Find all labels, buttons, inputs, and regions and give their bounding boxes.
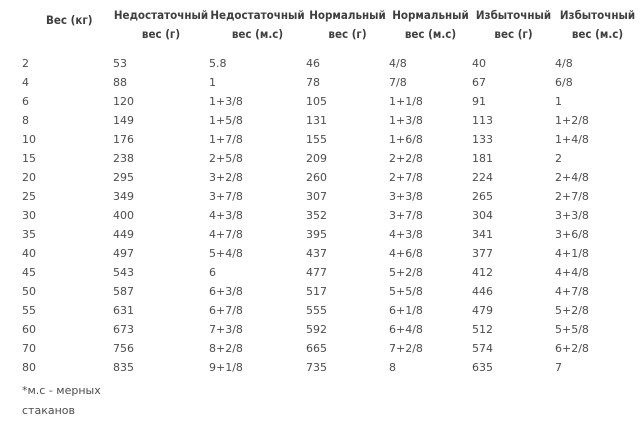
cell-overweight-grams: 512 bbox=[472, 323, 493, 336]
cell-underweight-cups: 6+3/8 bbox=[209, 285, 243, 298]
table-row bbox=[22, 73, 640, 92]
table-row bbox=[22, 339, 640, 358]
cell-overweight-cups: 4+7/8 bbox=[555, 285, 589, 298]
cell-normal-grams: 665 bbox=[306, 342, 327, 355]
cell-overweight-grams: 40 bbox=[472, 57, 486, 70]
cell-overweight-grams: 412 bbox=[472, 266, 493, 279]
cell-weight-kg: 30 bbox=[22, 209, 36, 222]
cell-overweight-grams: 133 bbox=[472, 133, 493, 146]
cell-weight-kg: 10 bbox=[22, 133, 36, 146]
table-header bbox=[22, 6, 640, 54]
cell-underweight-cups: 5.8 bbox=[209, 57, 227, 70]
cell-underweight-grams: 349 bbox=[113, 190, 134, 203]
cell-underweight-grams: 120 bbox=[113, 95, 134, 108]
cell-weight-kg: 80 bbox=[22, 361, 36, 374]
table-row bbox=[22, 92, 640, 111]
cell-normal-grams: 155 bbox=[306, 133, 327, 146]
table-row bbox=[22, 358, 640, 377]
cell-normal-grams: 46 bbox=[306, 57, 320, 70]
cell-weight-kg: 25 bbox=[22, 190, 36, 203]
cell-underweight-grams: 449 bbox=[113, 228, 134, 241]
cell-normal-cups: 7+2/8 bbox=[389, 342, 423, 355]
table-row bbox=[22, 225, 640, 244]
cell-normal-grams: 260 bbox=[306, 171, 327, 184]
cell-weight-kg: 6 bbox=[22, 95, 29, 108]
cell-overweight-grams: 479 bbox=[472, 304, 493, 317]
cell-overweight-grams: 635 bbox=[472, 361, 493, 374]
cell-underweight-cups: 4+3/8 bbox=[209, 209, 243, 222]
cell-overweight-grams: 224 bbox=[472, 171, 493, 184]
cell-underweight-grams: 88 bbox=[113, 76, 127, 89]
cell-normal-cups: 3+3/8 bbox=[389, 190, 423, 203]
cell-underweight-grams: 400 bbox=[113, 209, 134, 222]
cell-underweight-cups: 1 bbox=[209, 76, 216, 89]
cell-underweight-cups: 8+2/8 bbox=[209, 342, 243, 355]
cell-normal-grams: 395 bbox=[306, 228, 327, 241]
cell-underweight-grams: 238 bbox=[113, 152, 134, 165]
table-row bbox=[22, 168, 640, 187]
cell-normal-grams: 517 bbox=[306, 285, 327, 298]
cell-underweight-grams: 835 bbox=[113, 361, 134, 374]
cell-overweight-cups: 3+6/8 bbox=[555, 228, 589, 241]
cell-overweight-grams: 341 bbox=[472, 228, 493, 241]
table-row bbox=[22, 263, 640, 282]
cell-weight-kg: 70 bbox=[22, 342, 36, 355]
header-underweight-grams: Недостаточный вес (г) bbox=[113, 8, 209, 41]
cell-underweight-cups: 2+5/8 bbox=[209, 152, 243, 165]
cell-weight-kg: 40 bbox=[22, 247, 36, 260]
cell-underweight-cups: 5+4/8 bbox=[209, 247, 243, 260]
cell-normal-cups: 2+7/8 bbox=[389, 171, 423, 184]
cell-overweight-cups: 7 bbox=[555, 361, 562, 374]
cell-weight-kg: 60 bbox=[22, 323, 36, 336]
header-underweight-cups: Недостаточный вес (м.с) bbox=[210, 8, 305, 41]
cell-overweight-grams: 113 bbox=[472, 114, 493, 127]
table-row bbox=[22, 206, 640, 225]
cell-normal-cups: 7/8 bbox=[389, 76, 407, 89]
cell-normal-cups: 5+2/8 bbox=[389, 266, 423, 279]
cell-overweight-grams: 446 bbox=[472, 285, 493, 298]
cell-underweight-grams: 149 bbox=[113, 114, 134, 127]
footnote: *м.с - мерных стаканов bbox=[22, 384, 101, 417]
header-overweight-cups: Избыточный вес (м.с) bbox=[559, 8, 636, 41]
cell-normal-grams: 131 bbox=[306, 114, 327, 127]
cell-weight-kg: 4 bbox=[22, 76, 29, 89]
cell-underweight-grams: 631 bbox=[113, 304, 134, 317]
cell-overweight-cups: 6+2/8 bbox=[555, 342, 589, 355]
table-row bbox=[22, 111, 640, 130]
header-weight-kg: Вес (кг) bbox=[46, 13, 93, 27]
cell-normal-grams: 555 bbox=[306, 304, 327, 317]
cell-normal-cups: 4/8 bbox=[389, 57, 407, 70]
cell-overweight-cups: 1+4/8 bbox=[555, 133, 589, 146]
cell-underweight-cups: 1+5/8 bbox=[209, 114, 243, 127]
cell-normal-grams: 592 bbox=[306, 323, 327, 336]
cell-overweight-cups: 1 bbox=[555, 95, 562, 108]
cell-underweight-grams: 543 bbox=[113, 266, 134, 279]
feeding-table bbox=[22, 6, 640, 377]
cell-weight-kg: 8 bbox=[22, 114, 29, 127]
cell-normal-cups: 3+7/8 bbox=[389, 209, 423, 222]
cell-weight-kg: 45 bbox=[22, 266, 36, 279]
cell-normal-grams: 437 bbox=[306, 247, 327, 260]
header-normal-grams: Нормальный вес (г) bbox=[309, 8, 386, 41]
cell-normal-cups: 4+6/8 bbox=[389, 247, 423, 260]
cell-underweight-grams: 756 bbox=[113, 342, 134, 355]
table-row bbox=[22, 282, 640, 301]
header-normal-cups: Нормальный вес (м.с) bbox=[392, 8, 469, 41]
cell-overweight-grams: 574 bbox=[472, 342, 493, 355]
cell-overweight-grams: 377 bbox=[472, 247, 493, 260]
cell-overweight-grams: 91 bbox=[472, 95, 486, 108]
cell-overweight-grams: 67 bbox=[472, 76, 486, 89]
cell-normal-grams: 78 bbox=[306, 76, 320, 89]
cell-overweight-cups: 4+4/8 bbox=[555, 266, 589, 279]
cell-overweight-cups: 2 bbox=[555, 152, 562, 165]
cell-underweight-cups: 4+7/8 bbox=[209, 228, 243, 241]
cell-normal-cups: 6+1/8 bbox=[389, 304, 423, 317]
cell-overweight-grams: 181 bbox=[472, 152, 493, 165]
cell-underweight-cups: 1+7/8 bbox=[209, 133, 243, 146]
cell-underweight-grams: 295 bbox=[113, 171, 134, 184]
cell-overweight-cups: 2+7/8 bbox=[555, 190, 589, 203]
header-overweight-grams: Избыточный вес (г) bbox=[475, 8, 552, 41]
cell-underweight-grams: 176 bbox=[113, 133, 134, 146]
cell-weight-kg: 2 bbox=[22, 57, 29, 70]
cell-weight-kg: 50 bbox=[22, 285, 36, 298]
cell-overweight-cups: 5+2/8 bbox=[555, 304, 589, 317]
cell-normal-cups: 1+1/8 bbox=[389, 95, 423, 108]
cell-normal-cups: 1+6/8 bbox=[389, 133, 423, 146]
cell-normal-cups: 2+2/8 bbox=[389, 152, 423, 165]
table-row bbox=[22, 54, 640, 73]
cell-normal-grams: 477 bbox=[306, 266, 327, 279]
cell-underweight-grams: 673 bbox=[113, 323, 134, 336]
table-row bbox=[22, 320, 640, 339]
cell-normal-cups: 4+3/8 bbox=[389, 228, 423, 241]
cell-overweight-cups: 5+5/8 bbox=[555, 323, 589, 336]
table-row bbox=[22, 301, 640, 320]
cell-underweight-cups: 7+3/8 bbox=[209, 323, 243, 336]
table-row bbox=[22, 244, 640, 263]
cell-underweight-cups: 6 bbox=[209, 266, 216, 279]
cell-underweight-cups: 6+7/8 bbox=[209, 304, 243, 317]
cell-normal-grams: 307 bbox=[306, 190, 327, 203]
cell-weight-kg: 20 bbox=[22, 171, 36, 184]
cell-overweight-cups: 3+3/8 bbox=[555, 209, 589, 222]
cell-overweight-cups: 4+1/8 bbox=[555, 247, 589, 260]
cell-underweight-grams: 587 bbox=[113, 285, 134, 298]
cell-underweight-cups: 3+7/8 bbox=[209, 190, 243, 203]
cell-normal-grams: 352 bbox=[306, 209, 327, 222]
cell-underweight-cups: 1+3/8 bbox=[209, 95, 243, 108]
table-body bbox=[22, 54, 640, 377]
cell-overweight-cups: 6/8 bbox=[555, 76, 573, 89]
cell-weight-kg: 15 bbox=[22, 152, 36, 165]
cell-underweight-grams: 53 bbox=[113, 57, 127, 70]
cell-overweight-cups: 4/8 bbox=[555, 57, 573, 70]
table-row bbox=[22, 149, 640, 168]
cell-overweight-cups: 2+4/8 bbox=[555, 171, 589, 184]
cell-underweight-cups: 9+1/8 bbox=[209, 361, 243, 374]
cell-underweight-grams: 497 bbox=[113, 247, 134, 260]
cell-weight-kg: 55 bbox=[22, 304, 36, 317]
cell-normal-grams: 105 bbox=[306, 95, 327, 108]
cell-normal-cups: 1+3/8 bbox=[389, 114, 423, 127]
cell-overweight-grams: 265 bbox=[472, 190, 493, 203]
cell-normal-grams: 209 bbox=[306, 152, 327, 165]
cell-normal-cups: 6+4/8 bbox=[389, 323, 423, 336]
cell-overweight-grams: 304 bbox=[472, 209, 493, 222]
cell-underweight-cups: 3+2/8 bbox=[209, 171, 243, 184]
table-row bbox=[22, 130, 640, 149]
cell-overweight-cups: 1+2/8 bbox=[555, 114, 589, 127]
table-row bbox=[22, 187, 640, 206]
cell-weight-kg: 35 bbox=[22, 228, 36, 241]
cell-normal-grams: 735 bbox=[306, 361, 327, 374]
cell-normal-cups: 8 bbox=[389, 361, 396, 374]
cell-normal-cups: 5+5/8 bbox=[389, 285, 423, 298]
header-row bbox=[22, 6, 640, 54]
